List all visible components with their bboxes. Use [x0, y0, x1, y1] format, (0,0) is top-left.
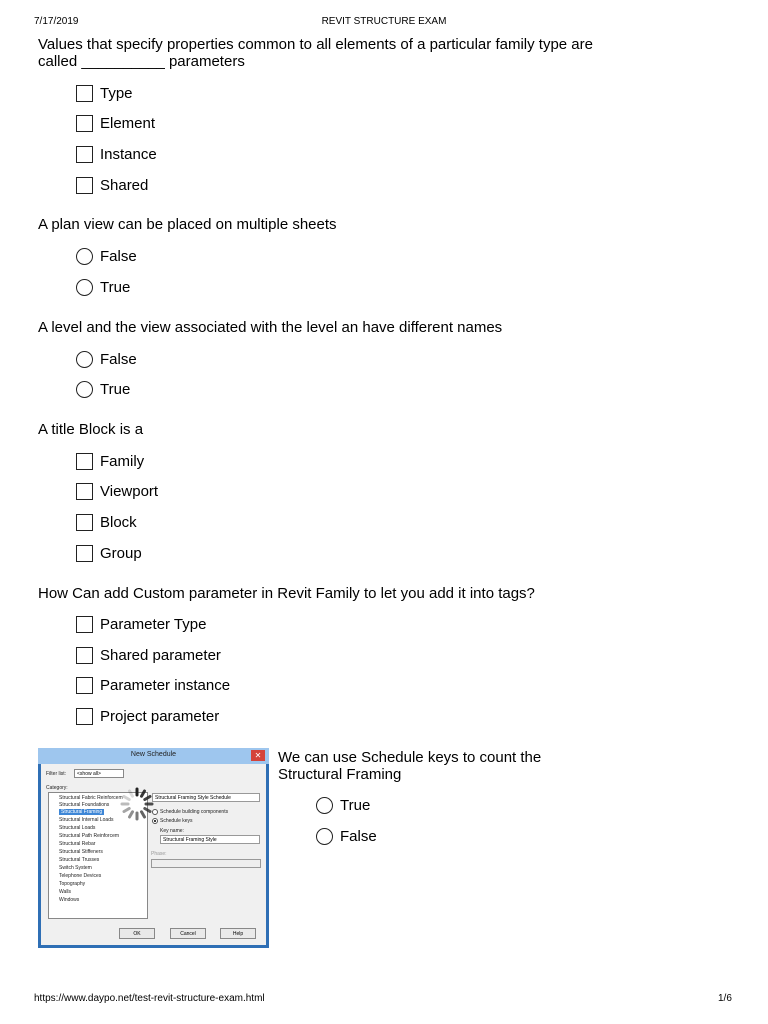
question-3-text: A level and the view associated with the level an have different names [38, 319, 503, 336]
question-4-text: A title Block is a [38, 421, 144, 438]
filter-list-select: <show all> [74, 769, 124, 778]
checkbox[interactable] [76, 177, 93, 194]
checkbox[interactable] [76, 545, 93, 562]
option-label: Type [100, 84, 133, 102]
category-item: Switch System [59, 865, 92, 871]
category-item: Windows [59, 897, 80, 903]
option-label: Instance [100, 145, 157, 163]
option-label: False [100, 247, 137, 265]
option-label: Shared parameter [100, 646, 221, 664]
schedule-name-input: Structural Framing Style Schedule [152, 793, 260, 802]
q3-option-2[interactable] [76, 379, 130, 399]
filter-list-label: Filter list: [46, 771, 66, 777]
option-label: Project parameter [100, 707, 220, 725]
category-item: Structural Internal Loads [59, 817, 114, 823]
q5-option-2[interactable] [76, 645, 221, 665]
schedule-keys-label: Schedule keys [160, 818, 193, 824]
footer-url[interactable]: https://www.daypo.net/test-revit-structure-exam.html [34, 993, 265, 1004]
checkbox[interactable] [76, 514, 93, 531]
checkbox[interactable] [76, 146, 93, 163]
option-label: Group [100, 544, 142, 562]
print-date: 7/17/2019 [34, 16, 79, 27]
option-label: Element [100, 114, 156, 132]
checkbox[interactable] [76, 708, 93, 725]
category-item: Structural Foundations [59, 802, 110, 808]
dialog-body [41, 764, 266, 945]
q5-option-1[interactable] [76, 614, 206, 634]
checkbox[interactable] [76, 483, 93, 500]
building-components-label: Schedule building components [160, 809, 229, 815]
option-label: Parameter instance [100, 676, 231, 694]
category-item: Structural Path Reinforcem [59, 833, 120, 839]
q6-option-2[interactable] [316, 826, 377, 846]
category-item: Walls [59, 889, 72, 895]
checkbox[interactable] [76, 647, 93, 664]
option-label: True [100, 380, 131, 398]
category-item: Structural Rebar [59, 841, 96, 847]
q3-option-1[interactable] [76, 349, 137, 369]
q1-option-1[interactable] [76, 83, 133, 103]
q5-option-3[interactable] [76, 675, 230, 695]
option-label: Block [100, 513, 137, 531]
option-label: True [340, 796, 371, 814]
radio-building-components [152, 809, 158, 815]
dialog-titlebar [38, 748, 269, 764]
help-button: Help [220, 928, 256, 939]
q2-option-1[interactable] [76, 246, 137, 266]
q4-option-4[interactable] [76, 543, 142, 563]
option-label: Shared [100, 176, 149, 194]
radio-button[interactable] [76, 279, 93, 296]
category-item: Structural Stiffeners [59, 849, 103, 855]
q5-option-4[interactable] [76, 706, 219, 726]
option-label: Viewport [100, 482, 159, 500]
option-label: False [100, 350, 137, 368]
question-6-line-1: We can use Schedule keys to count the [278, 749, 542, 766]
checkbox[interactable] [76, 677, 93, 694]
close-icon: ✕ [251, 750, 265, 761]
q2-option-2[interactable] [76, 277, 130, 297]
radio-button[interactable] [76, 381, 93, 398]
category-item: Structural Fabric Reinforcem [59, 795, 123, 801]
q6-option-1[interactable] [316, 795, 370, 815]
radio-button[interactable] [316, 797, 333, 814]
q4-option-2[interactable] [76, 481, 158, 501]
question-2-text: A plan view can be placed on multiple sheets [38, 216, 337, 233]
radio-button[interactable] [316, 828, 333, 845]
phase-select [151, 859, 261, 868]
option-label: Parameter Type [100, 615, 207, 633]
checkbox[interactable] [76, 85, 93, 102]
radio-button[interactable] [76, 351, 93, 368]
category-item: Topography [59, 881, 86, 887]
phase-label: Phase: [151, 851, 167, 857]
key-name-label: Key name: [160, 828, 184, 834]
category-item: Structural Trusses [59, 857, 100, 863]
checkbox[interactable] [76, 453, 93, 470]
option-label: Family [100, 452, 145, 470]
ok-button: OK [119, 928, 155, 939]
option-label: True [100, 278, 131, 296]
question-6-text [278, 749, 578, 783]
cancel-button: Cancel [170, 928, 206, 939]
question-1-text [38, 36, 638, 70]
category-label: Category: [46, 785, 68, 791]
category-item-selected: Structural Framing [61, 809, 103, 815]
checkbox[interactable] [76, 115, 93, 132]
dialog-title: New Schedule [130, 751, 177, 758]
q4-option-1[interactable] [76, 451, 144, 471]
q1-option-4[interactable] [76, 175, 148, 195]
checkbox[interactable] [76, 616, 93, 633]
q1-option-3[interactable] [76, 144, 157, 164]
radio-schedule-keys [152, 818, 158, 824]
question-5-text: How Can add Custom parameter in Revit Family to let you add it into tags? [38, 585, 535, 602]
category-item: Telephone Devices [59, 873, 102, 879]
page-number: 1/6 [718, 993, 732, 1004]
q4-option-3[interactable] [76, 512, 137, 532]
question-1-line-1: Values that specify properties common to all elements of a particular family type are [38, 36, 593, 53]
question-6-line-2: Structural Framing [278, 766, 402, 783]
question-1-line-2: called __________ parameters [38, 53, 245, 70]
option-label: False [340, 827, 377, 845]
q1-option-2[interactable] [76, 113, 155, 133]
loading-spinner-icon [119, 786, 155, 822]
key-name-input: Structural Framing Style [160, 835, 260, 844]
category-item: Structural Loads [59, 825, 96, 831]
new-schedule-dialog-image [38, 748, 269, 948]
page-title: REVIT STRUCTURE EXAM [321, 16, 447, 27]
radio-button[interactable] [76, 248, 93, 265]
